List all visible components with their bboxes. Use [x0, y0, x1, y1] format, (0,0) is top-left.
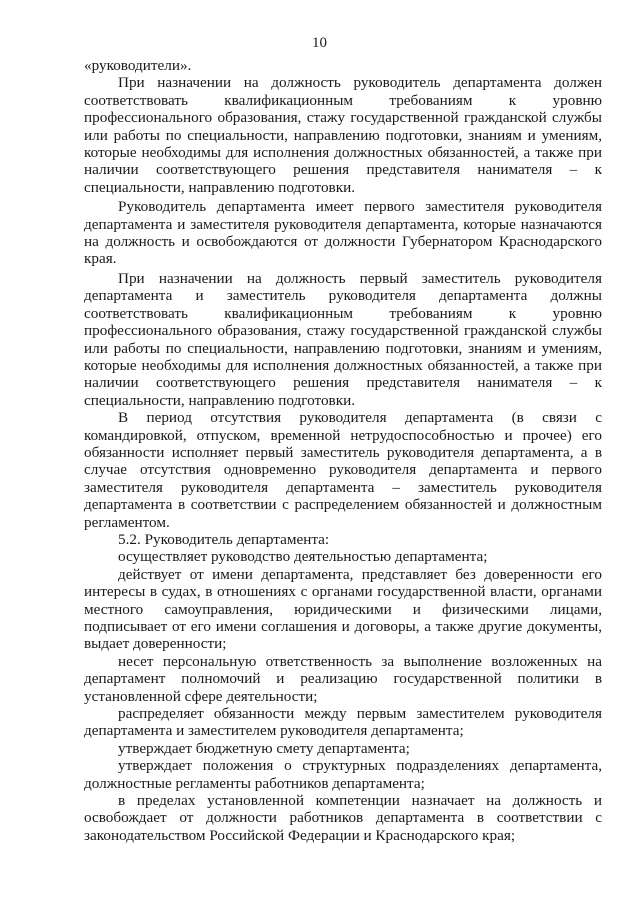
duty-item: в пределах установленной компетенции назначает на должность и освобождает от должности работников департамента в соответствии с законодательством Российской Федерации и Краснодарского края; [84, 792, 602, 844]
page-number: 10 [312, 35, 327, 51]
duty-item: осуществляет руководство деятельностью департамента; [118, 548, 488, 566]
paragraph-absence: В период отсутствия руководителя департамента (в связи с командировкой, отпуском, временной нетрудоспособностью и прочее) его обязанности исполняет первый заместитель руководителя департамента, а в случае отсутствия одновременно руководителя департамента и первого заместителя руководителя департамента – заместитель руководителя департамента в соответствии с распределением обязанностей и должностным регламентом. [84, 409, 602, 531]
duty-item: утверждает положения о структурных подразделениях департамента, должностные регламенты работников департамента; [84, 757, 602, 792]
section-heading-5-2: 5.2. Руководитель департамента: [118, 530, 330, 548]
duty-item: утверждает бюджетную смету департамента; [118, 739, 410, 757]
duty-item: распределяет обязанности между первым заместителем руководителя департамента и заместителем руководителя департамента; [84, 705, 602, 740]
paragraph-deputies-qualification: При назначении на должность первый заместитель руководителя департамента и заместитель руководителя департамента должны соответствовать квалификационным требованиям к уровню профессионального образования, стажу государственной гражданской службы или работы по специальности, направлению подготовки, знаниям и умениям, которые необходимы для исполнения должностных обязанностей, а также при наличии соответствующего решения представителя нанимателя – к специальности, направлению подготовки. [84, 269, 602, 409]
duty-item: действует от имени департамента, представляет без доверенности его интересы в судах, в отношениях с органами государственной власти, органами местного самоуправления, юридическими и физическими лицами, подписывает от его имени соглашения и договоры, а также другие документы, выдает доверенности; [84, 565, 602, 653]
paragraph-head-qualification: При назначении на должность руководитель департамента должен соответствовать квалификационным требованиям к уровню профессионального образования, стажу государственной гражданской службы или работы по специальности, направлению подготовки, знаниям и умениям, которые необходимы для исполнения должностных обязанностей, а также при наличии соответствующего решения представителя нанимателя – к специальности, направлению подготовки. [84, 74, 602, 196]
paragraph-deputies: Руководитель департамента имеет первого заместителя руководителя департамента и заместителя руководителя департамента, которые назначаются на должность и освобождаются от должности Губернатором Краснодарского края. [84, 198, 602, 268]
document-body [84, 57, 602, 844]
paragraph-continuation: «руководители». [84, 57, 192, 74]
duty-item: несет персональную ответственность за выполнение возложенных на департамент полномочий и реализацию государственной политики в установленной сфере деятельности; [84, 652, 602, 705]
